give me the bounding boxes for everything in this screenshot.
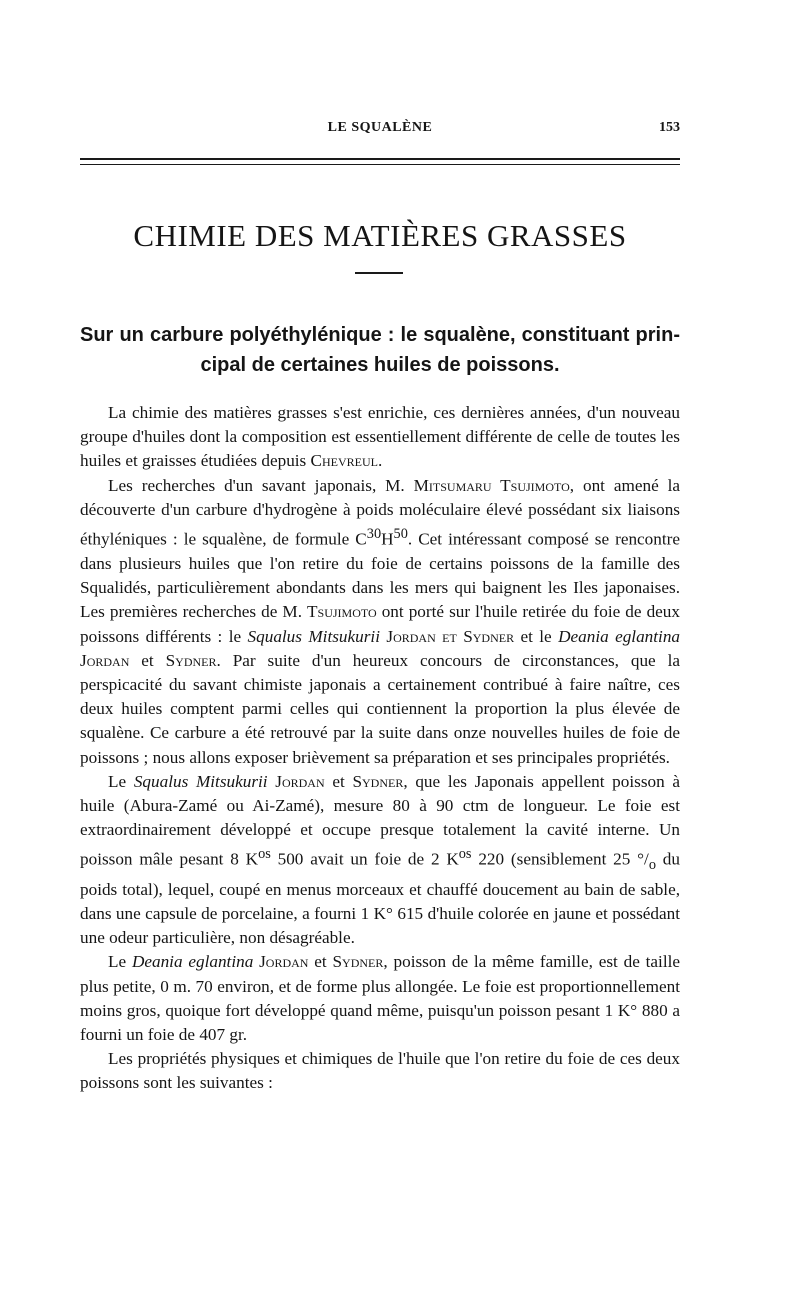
text-run: Les propriétés physiques et chimiques de l'huile que l'on retire du foie de ces deux poissons sont les suivantes :	[80, 1049, 680, 1093]
author-name: Jordan	[259, 952, 309, 972]
author-name: Tsujimoto	[307, 602, 377, 622]
formula-subscript: 30	[366, 526, 382, 543]
text-run: 500 avait un foie de 2 K	[270, 850, 459, 870]
author-name: Sydner	[332, 952, 384, 972]
chapter-title: CHIMIE DES MATIÈRES GRASSES	[133, 218, 627, 253]
article-subtitle	[80, 320, 680, 380]
text-run: et	[324, 771, 353, 791]
text-run: H	[381, 529, 394, 549]
author-name: Mitsumaru Tsujimoto	[413, 475, 570, 495]
text-run: , poisson de la même famille, est de taille plus petite, 0 m. 70 environ, et de forme plus allongée. Le foie est proportionnellement moins gros, quoique fort développé quand même, puisqu'un poisson pesant 1 K° 880 a fourni un foie de 407 gr.	[80, 952, 680, 1044]
text-run: Le	[108, 952, 132, 972]
paragraph-intro	[80, 401, 680, 474]
header-rule-thick	[80, 158, 680, 160]
unit-superscript: os	[458, 846, 472, 863]
text-run: ont porté sur l'huile retirée du foie de deux poissons différents : le	[80, 602, 680, 646]
author-name: Sydner	[165, 650, 217, 670]
running-title: LE SQUALÈNE	[327, 120, 433, 135]
text-run: , ont amené la découverte d'un carbure d'hydrogène à poids moléculaire élevé possédant six liaisons éthyléniques : le squalène, de formule C	[80, 475, 681, 549]
text-run: , que les Japonais appellent poisson à huile (Abura-Zamé ou Ai-Zamé), mesure 80 à 90 ctm de longueur. Le foie est extraordinairement développé et occupe presque totalement la cavité interne. Un poisson mâle pesant 8 K	[80, 771, 681, 870]
article-body	[80, 401, 680, 1096]
paragraph-properties	[80, 1047, 680, 1095]
author-name: Jordan et Sydner	[386, 626, 515, 646]
text-run: . Par suite d'un heureux concours de circonstances, que la perspicacité du savant chimiste japonais a certainement contribué à faire naître, ces deux huiles comptent parmi celles qui contiennent la proportion la plus élevée de squalène. Ce carbure a été retrouvé par la suite dans onze nouvelles huiles de foie de poissons ; nous allons exposer brièvement sa préparation et ses principales propriétés.	[80, 650, 680, 767]
paragraph-deania	[80, 950, 680, 1047]
text-run: 220 (sensiblement 25 °/	[471, 850, 649, 870]
author-name: Jordan	[275, 771, 325, 791]
title-divider	[355, 272, 403, 274]
species-name: Deania eglantina	[131, 952, 254, 972]
formula-subscript: 50	[393, 526, 408, 543]
text-run: et	[129, 650, 166, 670]
text-run: Le	[108, 771, 134, 791]
paragraph-research	[80, 474, 680, 770]
running-head	[80, 120, 680, 140]
text-run: et	[308, 952, 333, 972]
text-run: . Cet intéressant composé se rencontre dans plusieurs huiles que l'on retire du foie de certains poissons de la famille des Squalidés, particulièrement abondants dans les mers qui baignent les Iles japonaises. Les premières recherches de M.	[80, 529, 680, 622]
species-name: Squalus Mitsukurii	[133, 771, 268, 791]
species-name: Squalus Mitsukurii	[247, 626, 380, 646]
text-run: Les recherches d'un savant japonais, M.	[108, 475, 414, 495]
per-mille-subscript: o	[648, 857, 656, 874]
author-name: Chevreul	[310, 451, 379, 471]
unit-superscript: os	[258, 846, 271, 863]
paragraph-squalus	[80, 770, 680, 951]
header-rule-thin	[80, 164, 680, 165]
text-run: La chimie des matières grasses s'est enrichie, ces dernières années, d'un nouveau groupe d'huiles dont la composition est essentiellement différente de celle de toutes les huiles et graisses étudiées depuis	[80, 403, 680, 471]
species-name: Deania eglantina	[558, 626, 681, 646]
text-run: .	[378, 451, 383, 471]
author-name: Jordan	[80, 650, 130, 670]
subtitle-line-1: Sur un carbure polyéthylénique : le squalène, constituant prin-	[80, 324, 680, 346]
author-name: Sydner	[352, 771, 404, 791]
text-run: du poids total), lequel, coupé en menus morceaux et chauffé doucement au bain de sable, dans une capsule de porcelaine, a fourni 1 K° 615 d'huile colorée en jaune et possédant une odeur particulière, non désagréable.	[80, 850, 680, 948]
subtitle-line-2: cipal de certaines huiles de poissons.	[200, 354, 560, 376]
page-number: 153	[659, 120, 680, 135]
text-run: et le	[514, 626, 559, 646]
